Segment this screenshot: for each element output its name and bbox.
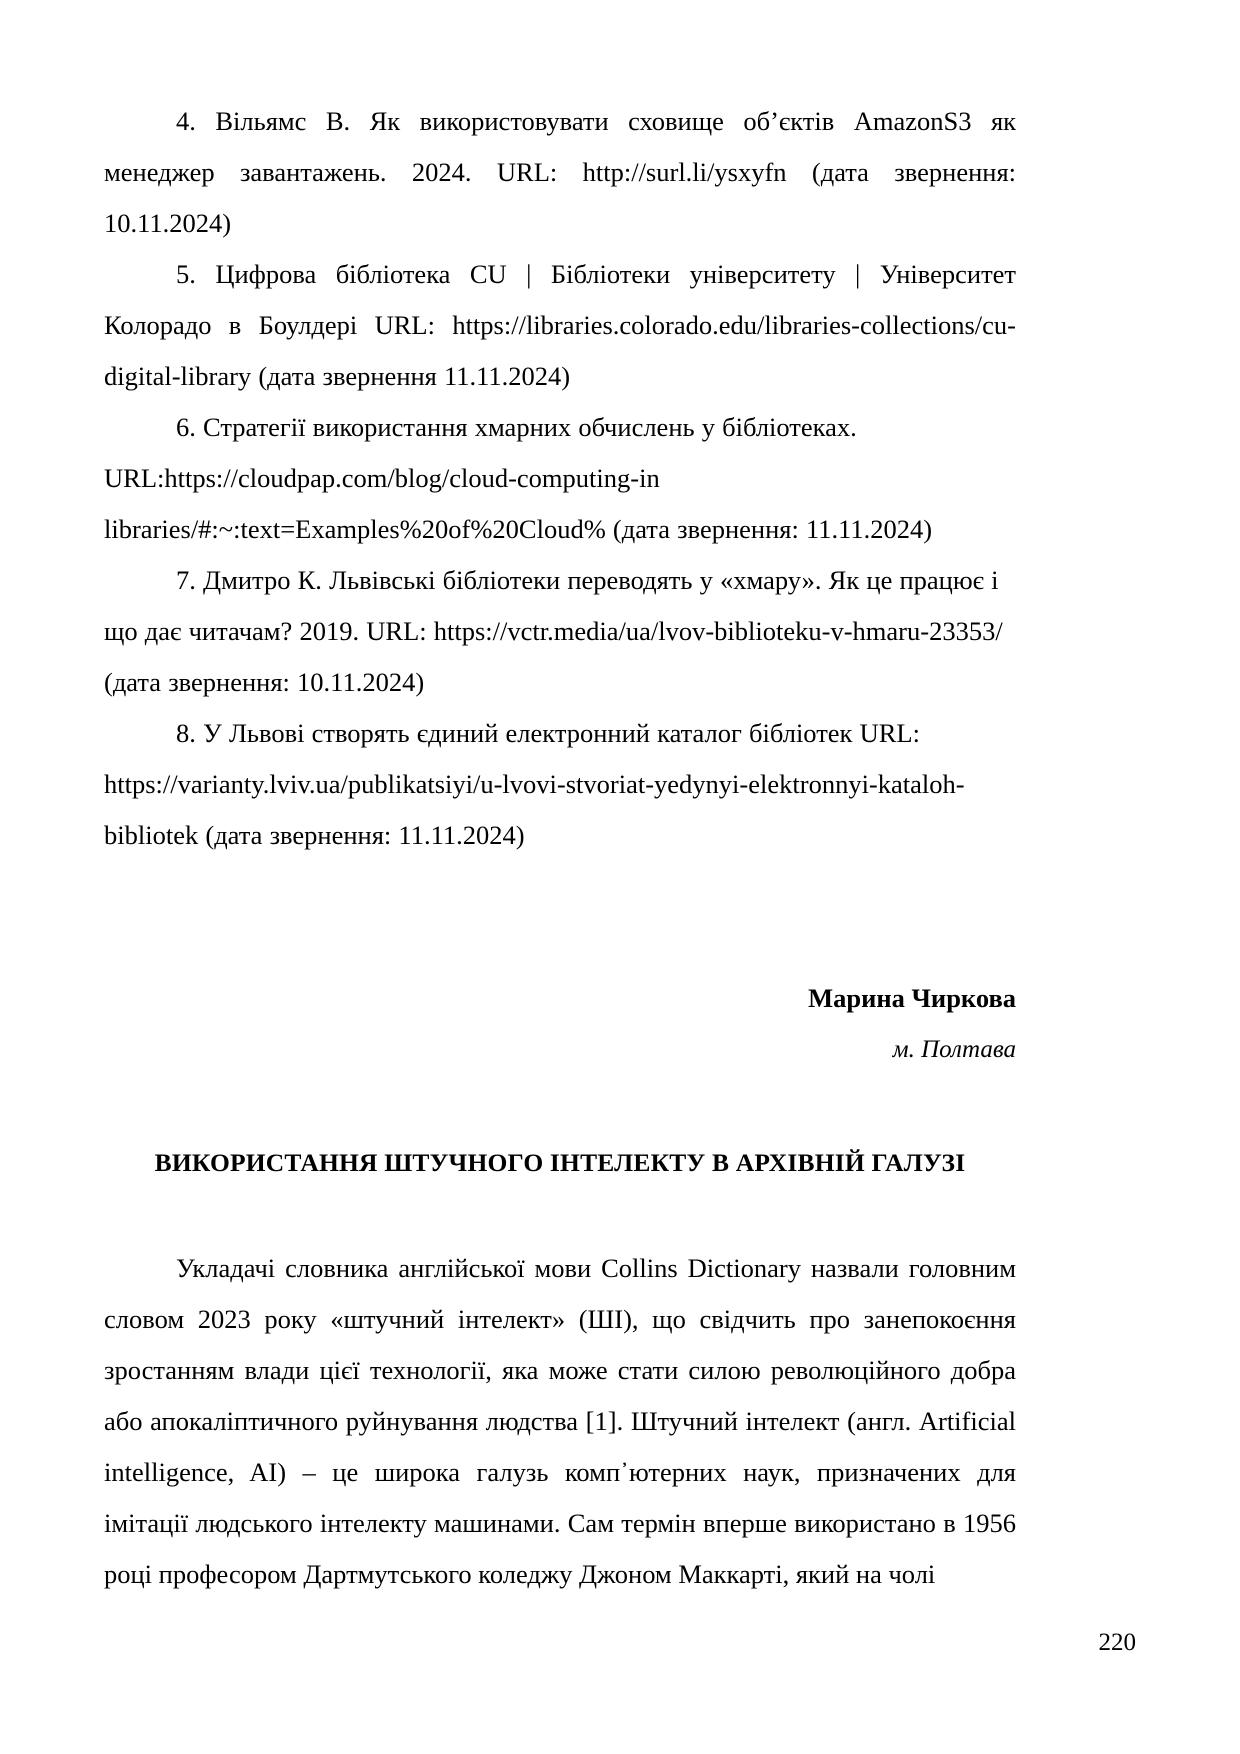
bibliography-item-8-title: У Львові створять єдиний електронний каталог бібліотек URL:: [203, 718, 920, 748]
bibliography-item-8-line-2: https://varianty.lviv.ua/publikatsiyi/u-lvovi-stvoriat-yedynyi-elektronnyi-kataloh-: [104, 769, 965, 799]
bibliography-item-7-text: Дмитро К. Львівські бібліотеки переводять у «хмару». Як це працює і що дає читачам? 2019. URL: https://vctr.media/ua/lvov-biblioteku-v-hmaru-23353/ (дата звернення: 10.11.2024): [104, 565, 1003, 697]
page-content: [104, 96, 1016, 1627]
bibliography-list: [104, 96, 1016, 861]
bibliography-item-6-number: 6.: [176, 412, 196, 442]
bibliography-item-6-line-3: libraries/#:~:text=Examples%20of%20Cloud% (дата звернення: 11.11.2024): [104, 514, 933, 544]
bibliography-item-7: [104, 555, 1016, 708]
bibliography-item-6-line-1: [104, 402, 1016, 453]
page-number: 220: [1098, 1629, 1136, 1656]
article-paragraph: Укладачі словника англійської мови Collins Dictionary назвали головним словом 2023 року «штучний інтелект» (ШІ), що свідчить про занепокоєння зростанням влади цієї технології, яка може стати силою революційного добра або апокаліптичного руйнування людства [1]. Штучний інтелект (англ. Artificial intelligence, AI) – це широка галузь комп᾿ютерних наук, призначених для імітації людського інтелекту машинами. Сам термін вперше використано в 1956 році професором Дартмутського коледжу Джоном Маккарті, який на чолі: [104, 1253, 1016, 1589]
bibliography-item-4-number: 4.: [176, 106, 196, 136]
bibliography-item-6-line-2: URL:https://cloudpap.com/blog/cloud-computing-in: [104, 463, 660, 493]
bibliography-item-8-line-1: [104, 708, 1016, 759]
bibliography-item-5: [104, 249, 1016, 402]
bibliography-item-4: [104, 96, 1016, 249]
bibliography-item-7-number: 7.: [176, 565, 196, 595]
author-name: Марина Чиркова: [808, 983, 1016, 1013]
bibliography-item-6-title: Стратегії використання хмарних обчислень у бібліотеках.: [203, 412, 857, 442]
bibliography-item-5-text: Цифрова бібліотека CU | Бібліотеки університету | Університет Колорадо в Боулдері URL: https://libraries.colorado.edu/libraries-collections/cu-digital-library (дата звернення 11.11.2024): [104, 259, 1016, 391]
bibliography-item-5-number: 5.: [176, 259, 196, 289]
bibliography-item-4-text: Вільямс В. Як використовувати сховище об’єктів AmazonS3 як менеджер завантажень. 2024. URL: http://surl.li/ysxyfn (дата звернення: 10.11.2024): [104, 106, 1017, 238]
author-city: м. Полтава: [892, 1036, 1016, 1063]
article-title: ВИКОРИСТАННЯ ШТУЧНОГО ІНТЕЛЕКТУ В АРХІВНІЙ ГАЛУЗІ: [154, 1148, 966, 1177]
bibliography-item-8-line-3: bibliotek (дата звернення: 11.11.2024): [104, 820, 525, 850]
author-block: [104, 973, 1016, 1075]
bibliography-item-8-number: 8.: [176, 718, 196, 748]
